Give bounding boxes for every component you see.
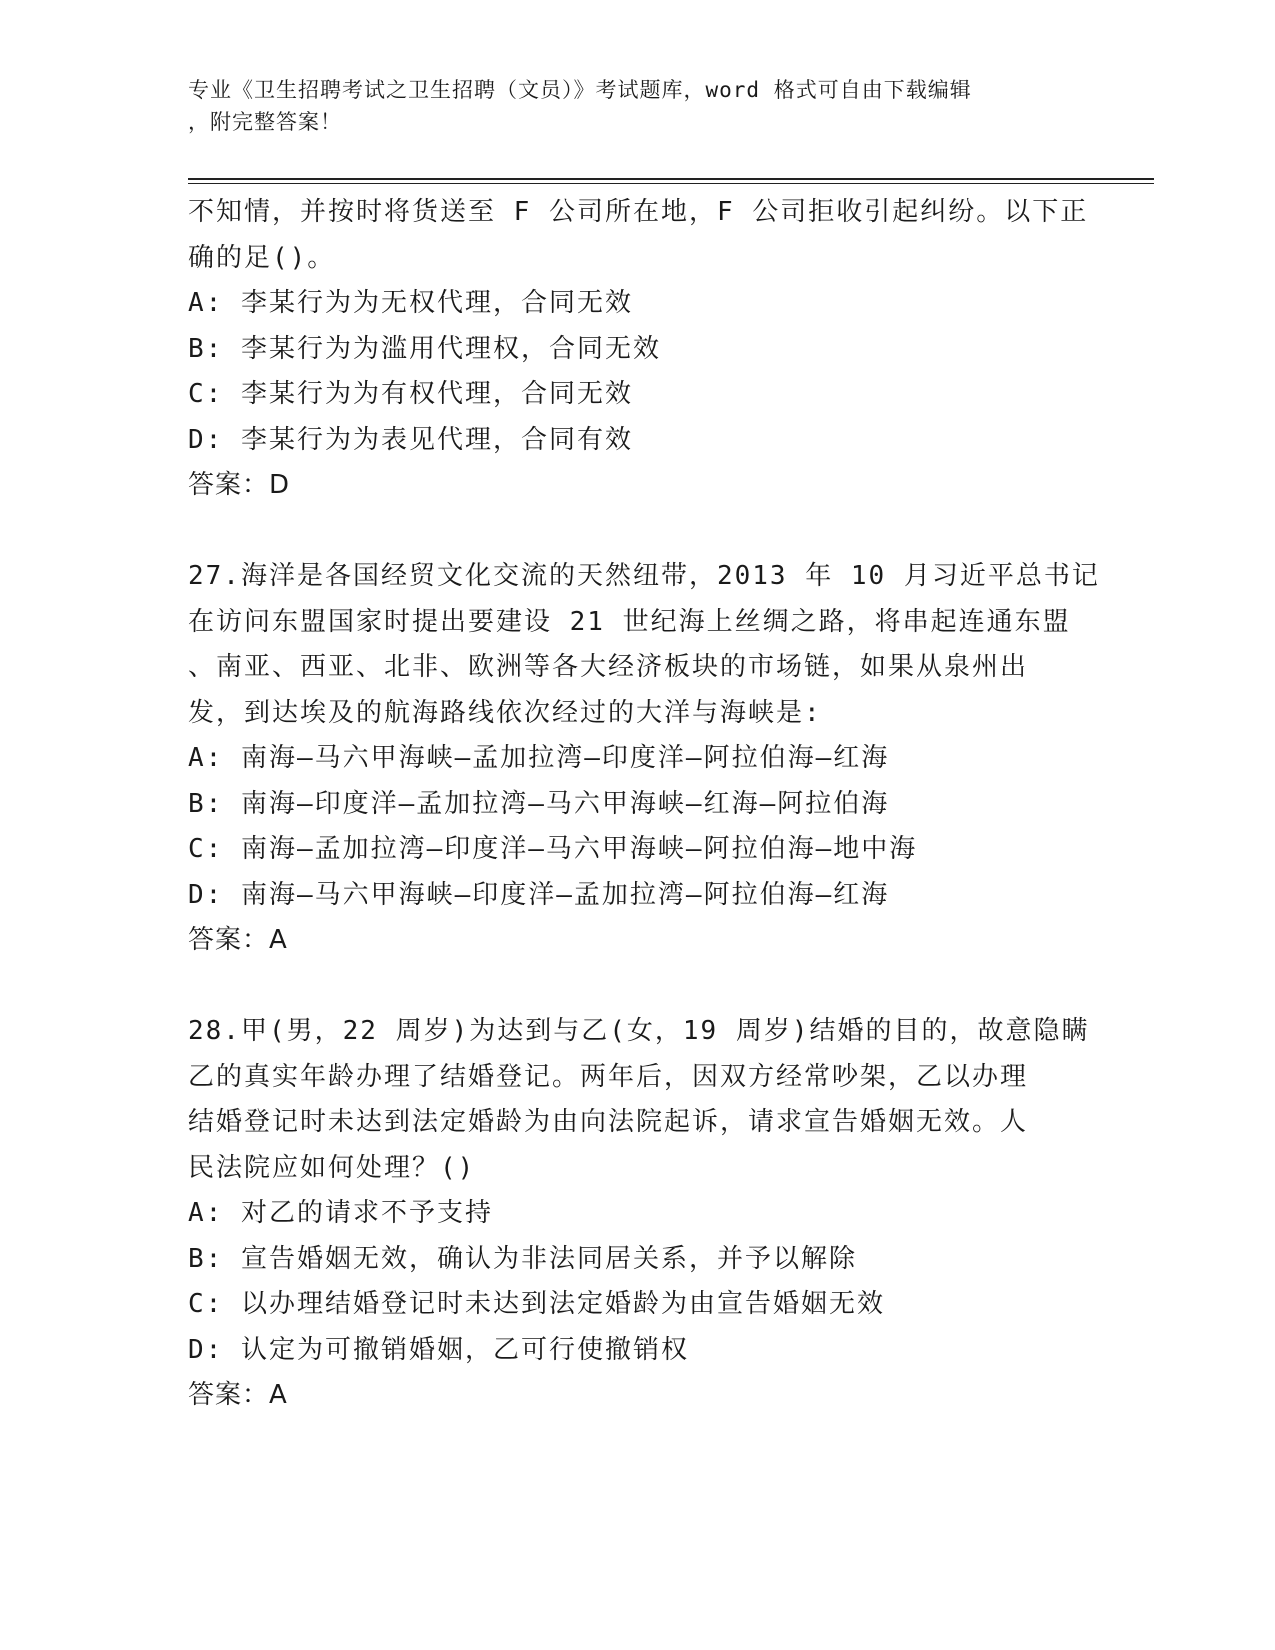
answer-label: 答案：D	[188, 470, 291, 500]
header-line-1: 专业《卫生招聘考试之卫生招聘（文员）》考试题库，word 格式可自由下载编辑	[188, 78, 972, 102]
option-a: A: 南海—马六甲海峡—孟加拉湾—印度洋—阿拉伯海—红海	[188, 743, 890, 773]
question-stem-line: 民法院应如何处理？()	[188, 1152, 476, 1183]
question-stem-line: 乙的真实年龄办理了结婚登记。两年后，因双方经常吵架，乙以办理	[188, 1061, 1029, 1092]
option-b: B: 李某行为为滥用代理权，合同无效	[188, 333, 661, 364]
header-divider-thin	[188, 183, 1154, 184]
question-stem-line: 27.海洋是各国经贸文化交流的天然纽带，2013 年 10 月习近平总书记	[188, 561, 1100, 591]
option-c: C: 李某行为为有权代理，合同无效	[188, 379, 633, 409]
question-stem-line: 28.甲(男，22 周岁)为达到与乙(女，19 周岁)结婚的目的，故意隐瞒	[188, 1016, 1090, 1046]
option-c: C: 南海—孟加拉湾—印度洋—马六甲海峡—阿拉伯海—地中海	[188, 834, 918, 864]
option-b: B: 南海—印度洋—孟加拉湾—马六甲海峡—红海—阿拉伯海	[188, 788, 890, 819]
question-spacer	[188, 509, 1088, 555]
question-stem-line: 在访问东盟国家时提出要建设 21 世纪海上丝绸之路，将串起连通东盟	[188, 606, 1071, 637]
option-a: A: 对乙的请求不予支持	[188, 1198, 493, 1228]
answer-label: 答案：A	[188, 1380, 288, 1410]
option-c: C: 以办理结婚登记时未达到法定婚龄为由宣告婚姻无效	[188, 1289, 885, 1319]
header-line-2: ，附完整答案！	[188, 110, 342, 134]
option-a: A: 李某行为为无权代理，合同无效	[188, 288, 633, 318]
question-list	[188, 190, 1100, 1419]
question-spacer	[188, 964, 1088, 1010]
header-divider-thick	[188, 178, 1154, 180]
question-26	[188, 190, 1088, 509]
question-stem-line: 、南亚、西亚、北非、欧洲等各大经济板块的市场链，如果从泉州出	[188, 652, 1029, 682]
question-stem-line: 不知情，并按时将货送至 F 公司所在地，F 公司拒收引起纠纷。以下正	[188, 197, 1089, 227]
question-27	[188, 554, 1100, 964]
answer-label: 答案：A	[188, 925, 288, 955]
question-stem-line: 发，到达埃及的航海路线依次经过的大洋与海峡是:	[188, 697, 822, 728]
question-stem-line: 结婚登记时未达到法定婚龄为由向法院起诉，请求宣告婚姻无效。人	[188, 1107, 1029, 1137]
option-d: D: 认定为可撤销婚姻，乙可行使撤销权	[188, 1334, 689, 1365]
option-d: D: 南海—马六甲海峡—印度洋—孟加拉湾—阿拉伯海—红海	[188, 879, 890, 910]
question-stem-line: 确的足()。	[188, 242, 336, 273]
option-d: D: 李某行为为表见代理，合同有效	[188, 424, 633, 455]
document-header	[188, 74, 1068, 138]
question-28	[188, 1009, 1088, 1419]
option-b: B: 宣告婚姻无效，确认为非法同居关系，并予以解除	[188, 1243, 857, 1274]
